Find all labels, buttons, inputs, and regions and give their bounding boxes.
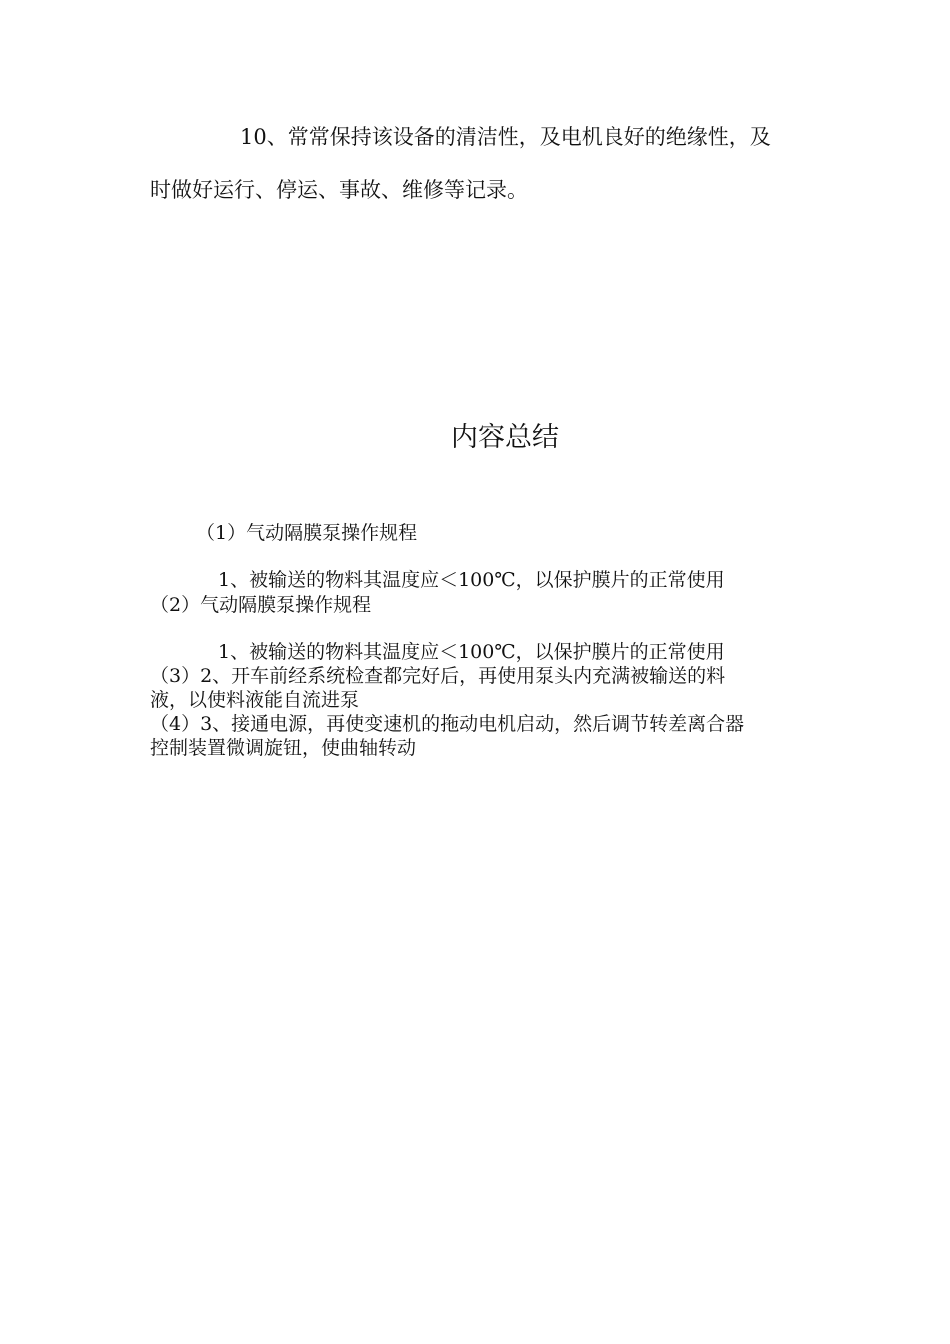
summary-line-7: （4）3、接通电源，再使变速机的拖动电机启动，然后调节转差离合器 bbox=[150, 713, 745, 735]
summary-line-3: （2）气动隔膜泵操作规程 bbox=[150, 594, 372, 616]
summary-line-2: 1、被输送的物料其温度应＜100℃，以保护膜片的正常使用 bbox=[218, 569, 725, 591]
paragraph-line-2: 时做好运行、停运、事故、维修等记录。 bbox=[150, 178, 528, 202]
summary-line-8: 控制装置微调旋钮，使曲轴转动 bbox=[150, 737, 417, 759]
summary-line-1: （1）气动隔膜泵操作规程 bbox=[196, 522, 418, 544]
summary-line-5: （3）2、开车前经系统检查都完好后，再使用泵头内充满被输送的料 bbox=[150, 665, 726, 687]
summary-line-4: 1、被输送的物料其温度应＜100℃，以保护膜片的正常使用 bbox=[218, 641, 725, 663]
summary-title: 内容总结 bbox=[451, 422, 559, 453]
paragraph-line-1: 10、常常保持该设备的清洁性，及电机良好的绝缘性，及 bbox=[240, 125, 771, 149]
summary-line-6: 液，以使料液能自流进泵 bbox=[150, 689, 360, 711]
